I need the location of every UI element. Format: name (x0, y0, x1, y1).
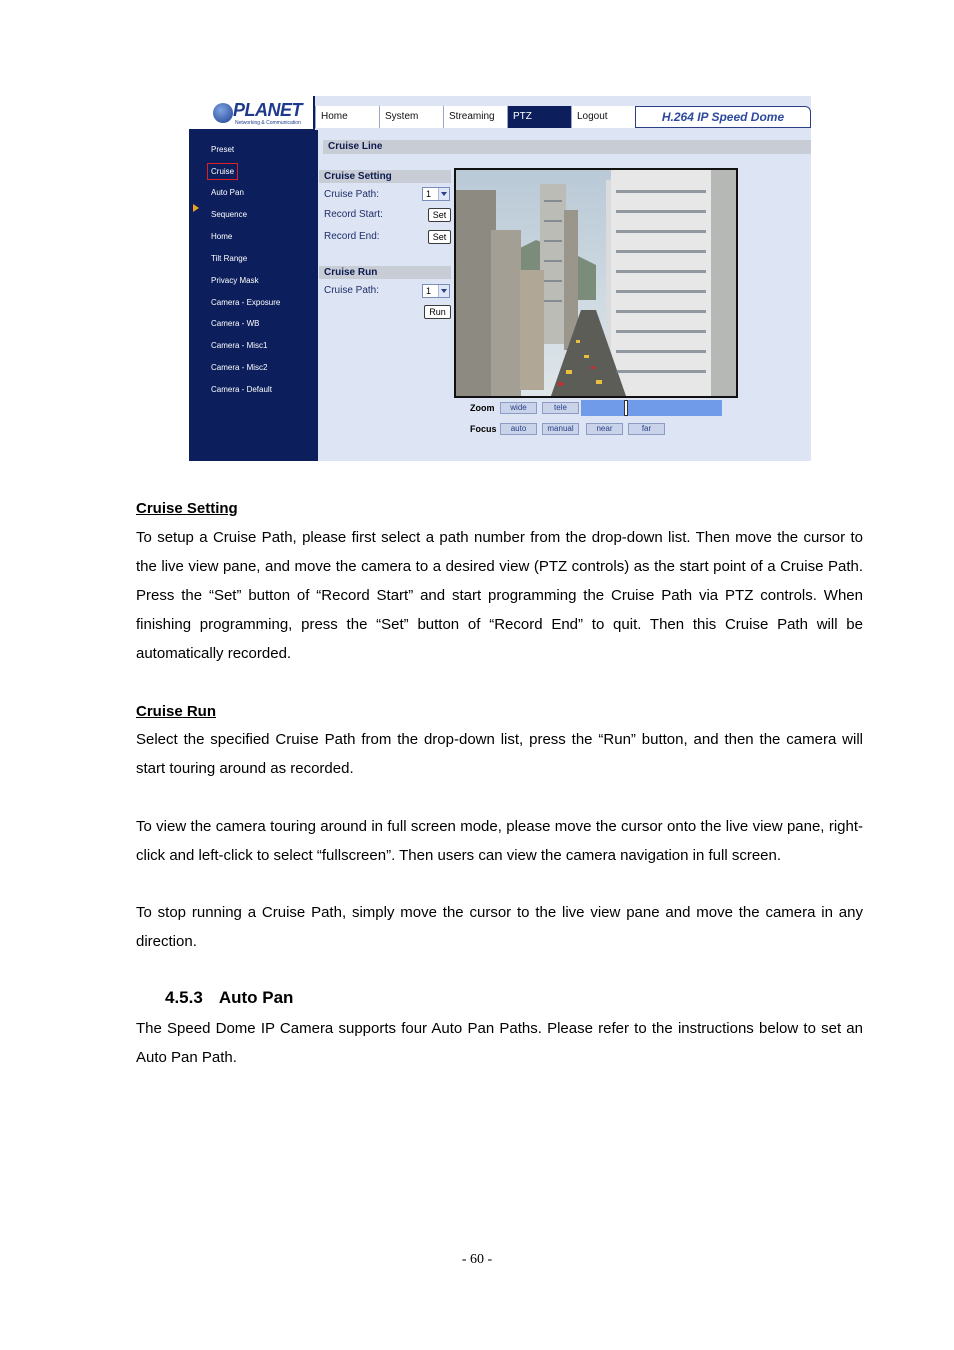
sidebar-item-cruise[interactable]: Cruise (207, 163, 238, 180)
page-number: - 60 - (461, 1252, 493, 1267)
arrow-right-icon (193, 204, 199, 212)
sidebar-item-camera-default[interactable]: Camera - Default (211, 385, 272, 394)
stop-paragraph: To stop running a Cruise Path, simply move the cursor to the live view pane and move the camera in any direction. (136, 904, 863, 950)
cruise-run-heading: Cruise Run (136, 703, 217, 720)
cruise-run-paragraph: Select the specified Cruise Path from the drop-down list, press the “Run” button, and then the camera will start touring around as recorded. (136, 731, 863, 777)
sidebar (189, 130, 318, 461)
cruise-line-header: Cruise Line (323, 140, 811, 154)
city-street-image (456, 170, 736, 396)
product-title: H.264 IP Speed Dome (635, 106, 811, 128)
camera-web-ui-screenshot (189, 96, 811, 461)
sidebar-item-privacy-mask[interactable]: Privacy Mask (211, 276, 259, 285)
logo-tagline: Networking & Communication (235, 120, 301, 126)
sidebar-item-camera-wb[interactable]: Camera - WB (211, 319, 260, 328)
live-view-pane[interactable] (454, 168, 738, 398)
sidebar-item-tilt-range[interactable]: Tilt Range (211, 254, 248, 263)
auto-pan-paragraph: The Speed Dome IP Camera supports four Auto Pan Paths. Please refer to the instructions below to set an Auto Pan Path. (136, 1020, 863, 1066)
section-title: Auto Pan (218, 988, 294, 1007)
cruise-run-path-label: Cruise Path: (324, 285, 380, 296)
cruise-run-path-value: 1 (426, 286, 432, 296)
focus-manual-button[interactable]: manual (542, 423, 579, 435)
record-start-label: Record Start: (324, 209, 383, 220)
cruise-run-header: Cruise Run (319, 266, 451, 279)
chevron-down-icon (438, 188, 449, 200)
cruise-run-button[interactable]: Run (424, 305, 451, 319)
cruise-setting-paragraph: To setup a Cruise Path, please first select a path number from the drop-down list. Then move the cursor to the live view pane, and move the camera to a desired view (PTZ controls) as the start point of a Cruise Path. Press the “Set” button of “Record Start” and start programming the Cruise Path via PTZ controls. When finishing programming, press the “Set” button of “Record End” to quit. Then this Cruise Path will be automatically recorded. (136, 529, 863, 662)
cruise-setting-header: Cruise Setting (319, 170, 451, 183)
logo-brand: PLANET (233, 100, 302, 120)
tab-home[interactable]: Home (315, 106, 379, 128)
fullscreen-paragraph: To view the camera touring around in full screen mode, please move the cursor onto the live view pane, right-click and left-click to select “fullscreen”. Then users can view the camera navigation in full screen. (136, 818, 863, 864)
tab-system[interactable]: System (379, 106, 443, 128)
record-end-set-button[interactable]: Set (428, 230, 451, 244)
top-navigation (315, 106, 811, 128)
sidebar-item-preset[interactable]: Preset (211, 145, 235, 154)
cruise-path-select[interactable] (422, 187, 450, 201)
cruise-run-path-select[interactable] (422, 284, 450, 298)
cruise-setting-heading: Cruise Setting (136, 500, 238, 517)
focus-far-button[interactable]: far (628, 423, 665, 435)
record-start-set-button[interactable]: Set (428, 208, 451, 222)
sidebar-item-camera-misc2[interactable]: Camera - Misc2 (211, 363, 268, 372)
sidebar-item-auto-pan[interactable]: Auto Pan (211, 188, 244, 197)
planet-logo (189, 96, 315, 130)
focus-label: Focus (470, 424, 497, 434)
tab-ptz[interactable]: PTZ (507, 106, 571, 128)
cruise-path-value: 1 (426, 189, 432, 199)
globe-icon (213, 103, 233, 123)
record-end-label: Record End: (324, 231, 380, 242)
focus-auto-button[interactable]: auto (500, 423, 537, 435)
tab-streaming[interactable]: Streaming (443, 106, 507, 128)
focus-near-button[interactable]: near (586, 423, 623, 435)
sidebar-item-sequence[interactable]: Sequence (211, 210, 248, 219)
zoom-tele-button[interactable]: tele (542, 402, 579, 414)
sidebar-item-home[interactable]: Home (211, 232, 233, 241)
zoom-slider-track[interactable] (581, 400, 722, 416)
zoom-slider-handle[interactable] (624, 400, 628, 416)
section-number: 4.5.3 (165, 988, 203, 1007)
zoom-label: Zoom (470, 403, 495, 413)
sidebar-item-camera-misc1[interactable]: Camera - Misc1 (211, 341, 268, 350)
chevron-down-icon (438, 285, 449, 297)
tab-logout[interactable]: Logout (571, 106, 635, 128)
zoom-wide-button[interactable]: wide (500, 402, 537, 414)
cruise-path-label: Cruise Path: (324, 189, 380, 200)
sidebar-item-camera-exposure[interactable]: Camera - Exposure (211, 298, 281, 307)
section-heading (165, 988, 293, 1008)
